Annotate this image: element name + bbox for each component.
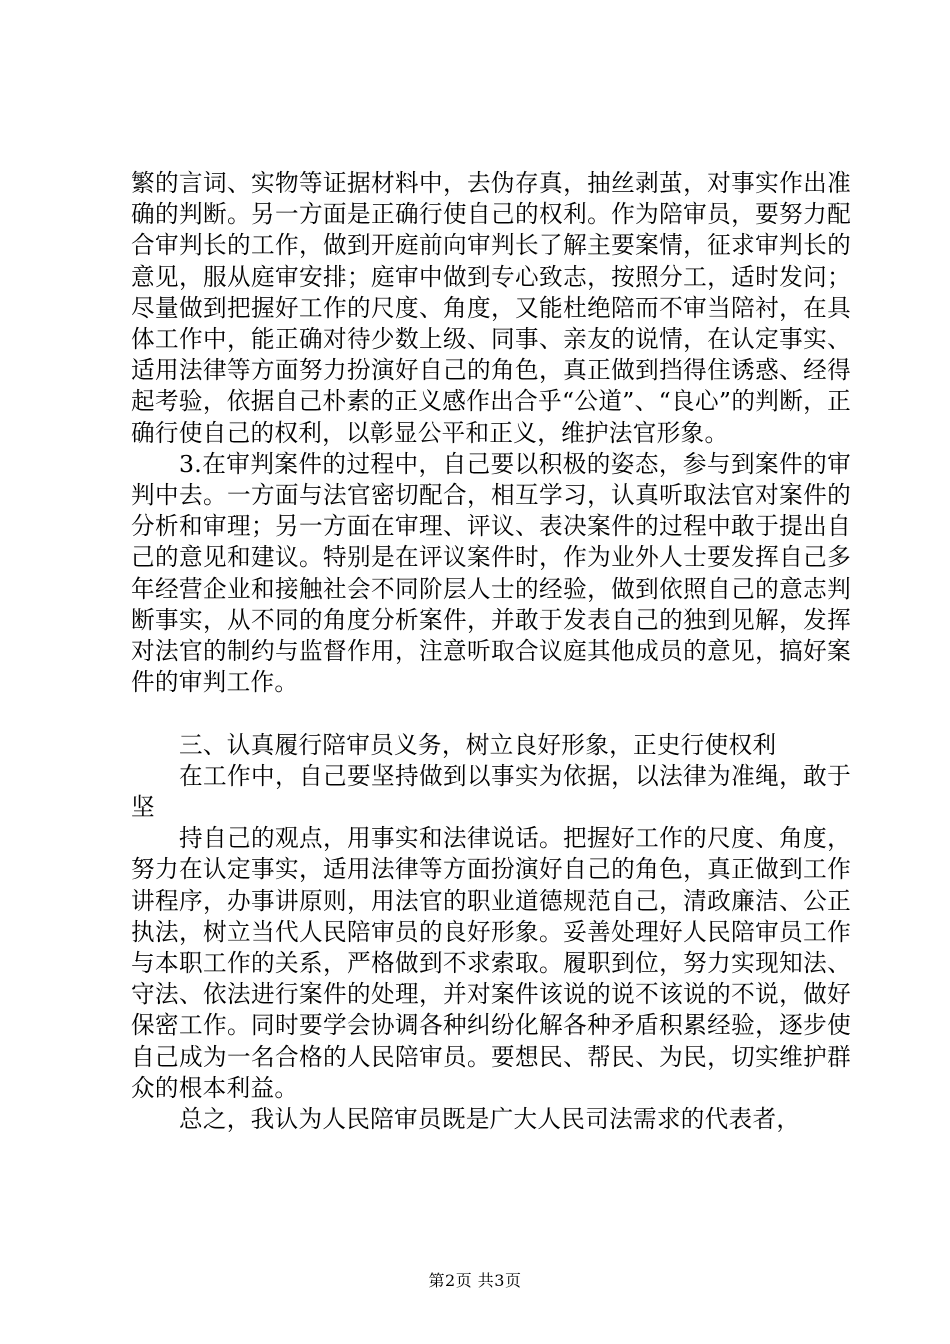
page-footer <box>0 1271 950 1291</box>
paragraph-point-3: 3.在审判案件的过程中，自己要以积极的姿态，参与到案件的审判中去。一方面与法官密切配合，相互学习，认真听取法官对案件的分析和审理；另一方面在审理、评议、表决案件的过程中敢于提出自己的意见和建议。特别是在评议案件时，作为业外人士要发挥自己多年经营企业和接触社会不同阶层人士的经验，做到依照自己的意志判断事实，从不同的角度分析案件，并敢于发表自己的独到见解，发挥对法官的制约与监督作用，注意听取合议庭其他成员的意见，搞好案件的审判工作。 <box>131 449 851 697</box>
paragraph-section-3-body: 持自己的观点，用事实和法律说话。把握好工作的尺度、角度，努力在认定事实，适用法律等方面扮演好自己的角色，真正做到工作讲程序，办事讲原则，用法官的职业道德规范自己，清政廉洁、公正执法，树立当代人民陪审员的良好形象。妥善处理好人民陪审员工作与本职工作的关系，严格做到不求索取。履职到位，努力实现知法、守法、依法进行案件的处理，并对案件该说的说不该说的不说，做好保密工作。同时要学会协调各种纠纷化解各种矛盾积累经验，逐步使自己成为一名合格的人民陪审员。要想民、帮民、为民，切实维护群众的根本利益。 <box>131 824 851 1102</box>
page-number-label: 第2页 共3页 <box>428 1271 522 1290</box>
paragraph-section-3-intro: 在工作中，自己要坚持做到以事实为依据，以法律为准绳，敢于坚 <box>131 761 851 822</box>
paragraph-spacer <box>131 698 851 729</box>
section-heading-3: 三、认真履行陪审员义务，树立良好形象，正史行使权利 <box>179 730 777 759</box>
paragraph-continuation: 繁的言词、实物等证据材料中，去伪存真，抽丝剥茧，对事实作出准确的判断。另一方面是正确行使自己的权利。作为陪审员，要努力配合审判长的工作，做到开庭前向审判长了解主要案情，征求审判长的意见，服从庭审安排；庭审中做到专心致志，按照分工，适时发问；尽量做到把握好工作的尺度、角度，又能杜绝陪而不审当陪衬，在具体工作中，能正确对待少数上级、同事、亲友的说情，在认定事实、适用法律等方面努力扮演好自己的角色，真正做到挡得住诱惑、经得起考验，依据自己朴素的正义感作出合乎“公道”、“良心”的判断，正确行使自己的权利，以彰显公平和正义，维护法官形象。 <box>131 169 851 447</box>
paragraph-conclusion: 总之，我认为人民陪审员既是广大人民司法需求的代表者， <box>179 1105 801 1134</box>
document-body <box>131 168 851 1135</box>
